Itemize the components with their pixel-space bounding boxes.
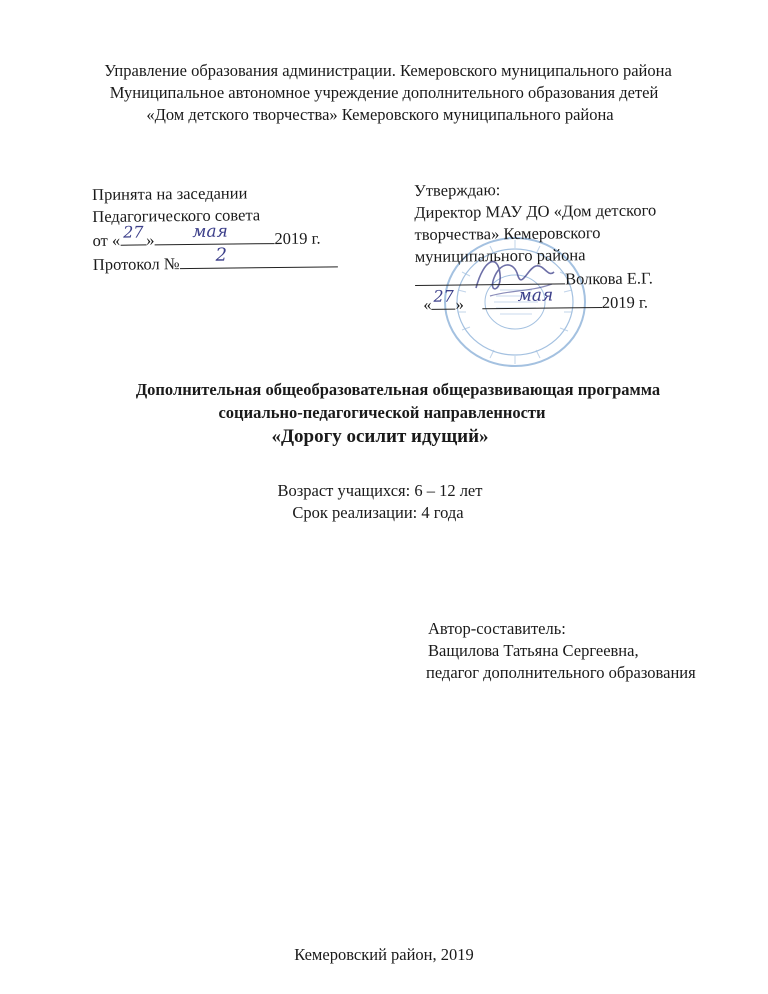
header-line-2: Муниципальное автономное учреждение дополнительного образования детей — [109, 83, 659, 102]
approved-line-2: Педагогического совета — [92, 205, 261, 226]
approve-date-prefix: « — [423, 294, 432, 314]
program-line-2: социально-педагогической направленности — [218, 403, 546, 422]
approve-date-mid: » — [455, 294, 464, 314]
header-line-3: «Дом детского творчества» Кемеровского муниципального района — [146, 105, 614, 124]
protocol-number-field — [179, 244, 337, 269]
director-approval-block — [414, 177, 657, 316]
approved-date-mid: » — [146, 230, 155, 250]
approved-day-handwritten: 27 — [123, 222, 144, 242]
program-line-1: Дополнительная общеобразовательная общеразвивающая программа — [135, 380, 661, 399]
approved-day-field — [120, 222, 146, 245]
approve-date-suffix: 2019 г. — [601, 292, 649, 313]
approved-month-handwritten: мая — [192, 221, 228, 242]
approve-month-field — [482, 285, 602, 309]
signature-field — [415, 266, 565, 286]
approved-month-field — [154, 221, 274, 245]
author-block — [426, 618, 696, 684]
program-details — [0, 480, 768, 524]
signer-name: Волкова Е.Г. — [564, 268, 653, 289]
footer-place-year: Кемеровский район, 2019 — [294, 945, 474, 964]
header-line-1: Управление образования администрации. Кемеровского муниципального района — [104, 61, 672, 80]
approve-line-1: Утверждаю: — [414, 180, 501, 200]
organization-header — [0, 60, 768, 126]
student-age: Возраст учащихся: 6 – 12 лет — [277, 481, 483, 500]
program-title-block — [0, 378, 768, 450]
approve-date-line — [415, 285, 657, 316]
approve-month-handwritten: мая — [517, 285, 554, 306]
approve-line-4: муниципального района — [414, 245, 586, 266]
approved-date-suffix: 2019 г. — [274, 228, 321, 249]
author-position: педагог дополнительного образования — [426, 663, 696, 682]
council-approval-block — [92, 181, 338, 276]
program-title: «Дорогу осилит идущий» — [271, 426, 489, 447]
protocol-prefix: Протокол № — [92, 254, 180, 274]
approved-line-1: Принята на заседании — [92, 183, 248, 204]
approved-date-prefix: от « — [92, 230, 121, 250]
protocol-line — [92, 244, 338, 276]
approve-day-handwritten: 27 — [433, 286, 454, 306]
implementation-term: Срок реализации: 4 года — [292, 503, 464, 522]
approve-line-3: творчества» Кемеровского — [414, 223, 601, 244]
author-name: Ващилова Татьяна Сергеевна, — [428, 641, 639, 660]
author-label: Автор-составитель: — [428, 619, 566, 638]
approve-line-2: Директор МАУ ДО «Дом детского — [414, 200, 657, 222]
approve-day-field — [431, 286, 455, 310]
protocol-number-handwritten: 2 — [215, 244, 228, 266]
